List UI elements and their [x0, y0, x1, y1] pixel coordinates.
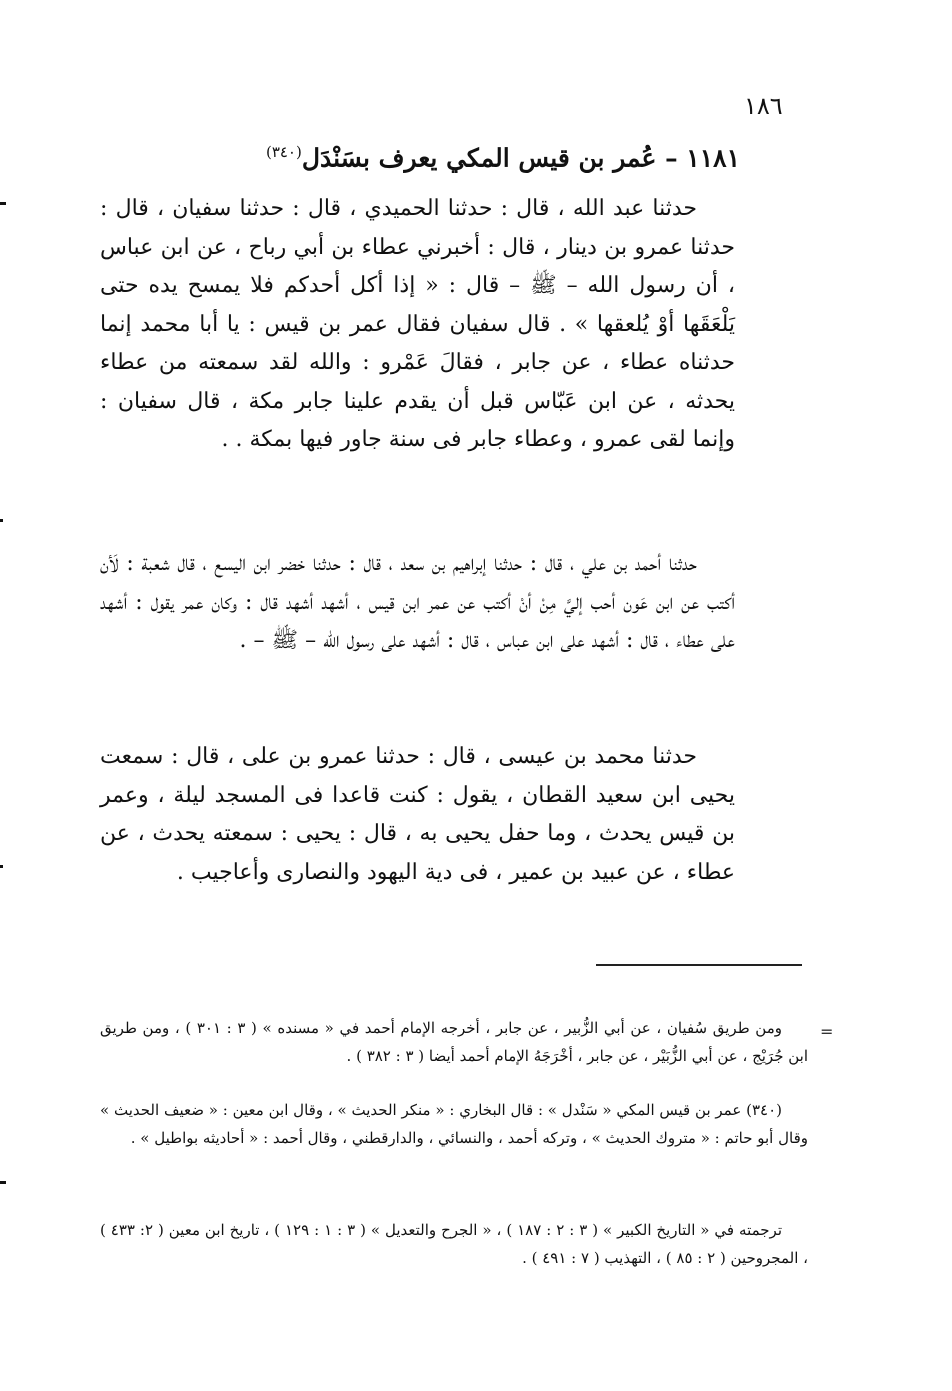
scan-edge-mark — [0, 865, 3, 868]
footnote-reference: (٣٤٠) — [265, 143, 302, 161]
footnote-3: ترجمته في « التاريخ الكبير » ( ٣ : ٢ : ١٨٧ ) ، « الجرح والتعديل » ( ٣ : ١ : ١٢٩ ) ، تاريخ ابن معين ( ٢: ٤٣٣ ) ، المجروحين ( ٢ : ٨٥ ) ، التهذيب ( ٧ : ٤٩١ ) . — [100, 1221, 808, 1267]
page-number: ١٨٦ — [744, 92, 783, 120]
footnote-1: ومن طريق سُفيان ، عن أبي الزُّبير ، عن جابر ، أخرجه الإمام أحمد في « مسنده » ( ٣ : ٣٠١ ) ، ومن طريق ابن جُرَيْج ، عن أبي الزُّبَيْر ، عن جابر ، أخْرَجَهُ الإمام أحمد أيضا ( ٣ : ٣٨٢ ) . — [100, 1019, 808, 1065]
footnote-separator — [596, 964, 802, 966]
scan-edge-mark — [0, 519, 3, 522]
scan-edge-mark — [0, 202, 6, 205]
paragraph-2: حدثنا أحمد بن علي ، قال : حدثنا إبراهيم بن سعد ، قال : حدثنا خضر ابن اليسع ، قال شعبة : لَأن أكتب عن ابن عَون أحب إليَّ مِنْ أنْ أكتب عن عمر ابن قيس ، أشهد أشهد قال : وكان عمر يقول : أشهد على عطاء ، قال : أشهد على ابن عباس ، قال : أشهد على رسول الله – ﷺ – . — [100, 551, 735, 653]
entry-heading — [180, 132, 740, 178]
paragraph-3: حدثنا محمد بن عيسى ، قال : حدثنا عمرو بن على ، قال : سمعت يحيى ابن سعيد القطان ، يقول : كنت قاعدا فى المسجد ليلة ، وعمر بن قيس يحدث ، وما حفل يحيى به ، قال : يحيى : سمعته يحدث ، عن عطاء ، عن عبيد بن عمير ، فى دية اليهود والنصارى وأعاجيب . — [100, 744, 735, 885]
entry-heading-text: ١١٨١ – عُمر بن قيس المكي يعرف بسَنْدَل — [301, 143, 740, 173]
footnote-2: (٣٤٠) عمر بن قيس المكي « سَنْدل » : قال البخاري : « منكر الحديث » ، وقال ابن معين : « ضعيف الحديث » وقال أبو حاتم : « متروك الحديث » ، وتركه أحمد ، والنسائي ، والدارقطني ، وقال أحمد : « أحاديثه بواطيل » . — [100, 1101, 808, 1147]
margin-mark: = — [820, 1022, 834, 1041]
scan-edge-mark — [0, 1181, 6, 1184]
paragraph-1: حدثنا عبد الله ، قال : حدثنا الحميدي ، قال : حدثنا سفيان ، قال : حدثنا عمرو بن دينار ، قال : أخبرني عطاء بن أبي رباح ، عن ابن عباس ، أن رسول الله – ﷺ – قال : « إذا أكل أحدكم فلا يمسح يده حتى يَلْعَقَها أوْ يُلعقها » . قال سفيان فقال عمر بن قيس : يا أبا محمد إنما حدثناه عطاء ، عن جابر ، فقالَ عَمْرو : والله لقد سمعته من عطاء يحدثه ، عن ابن عَبّاس قبل أن يقدم علينا جابر مكة ، قال سفيان : وإنما لقى عمرو ، وعطاء جابر فى سنة جاور فيها بمكة . . — [100, 196, 735, 452]
